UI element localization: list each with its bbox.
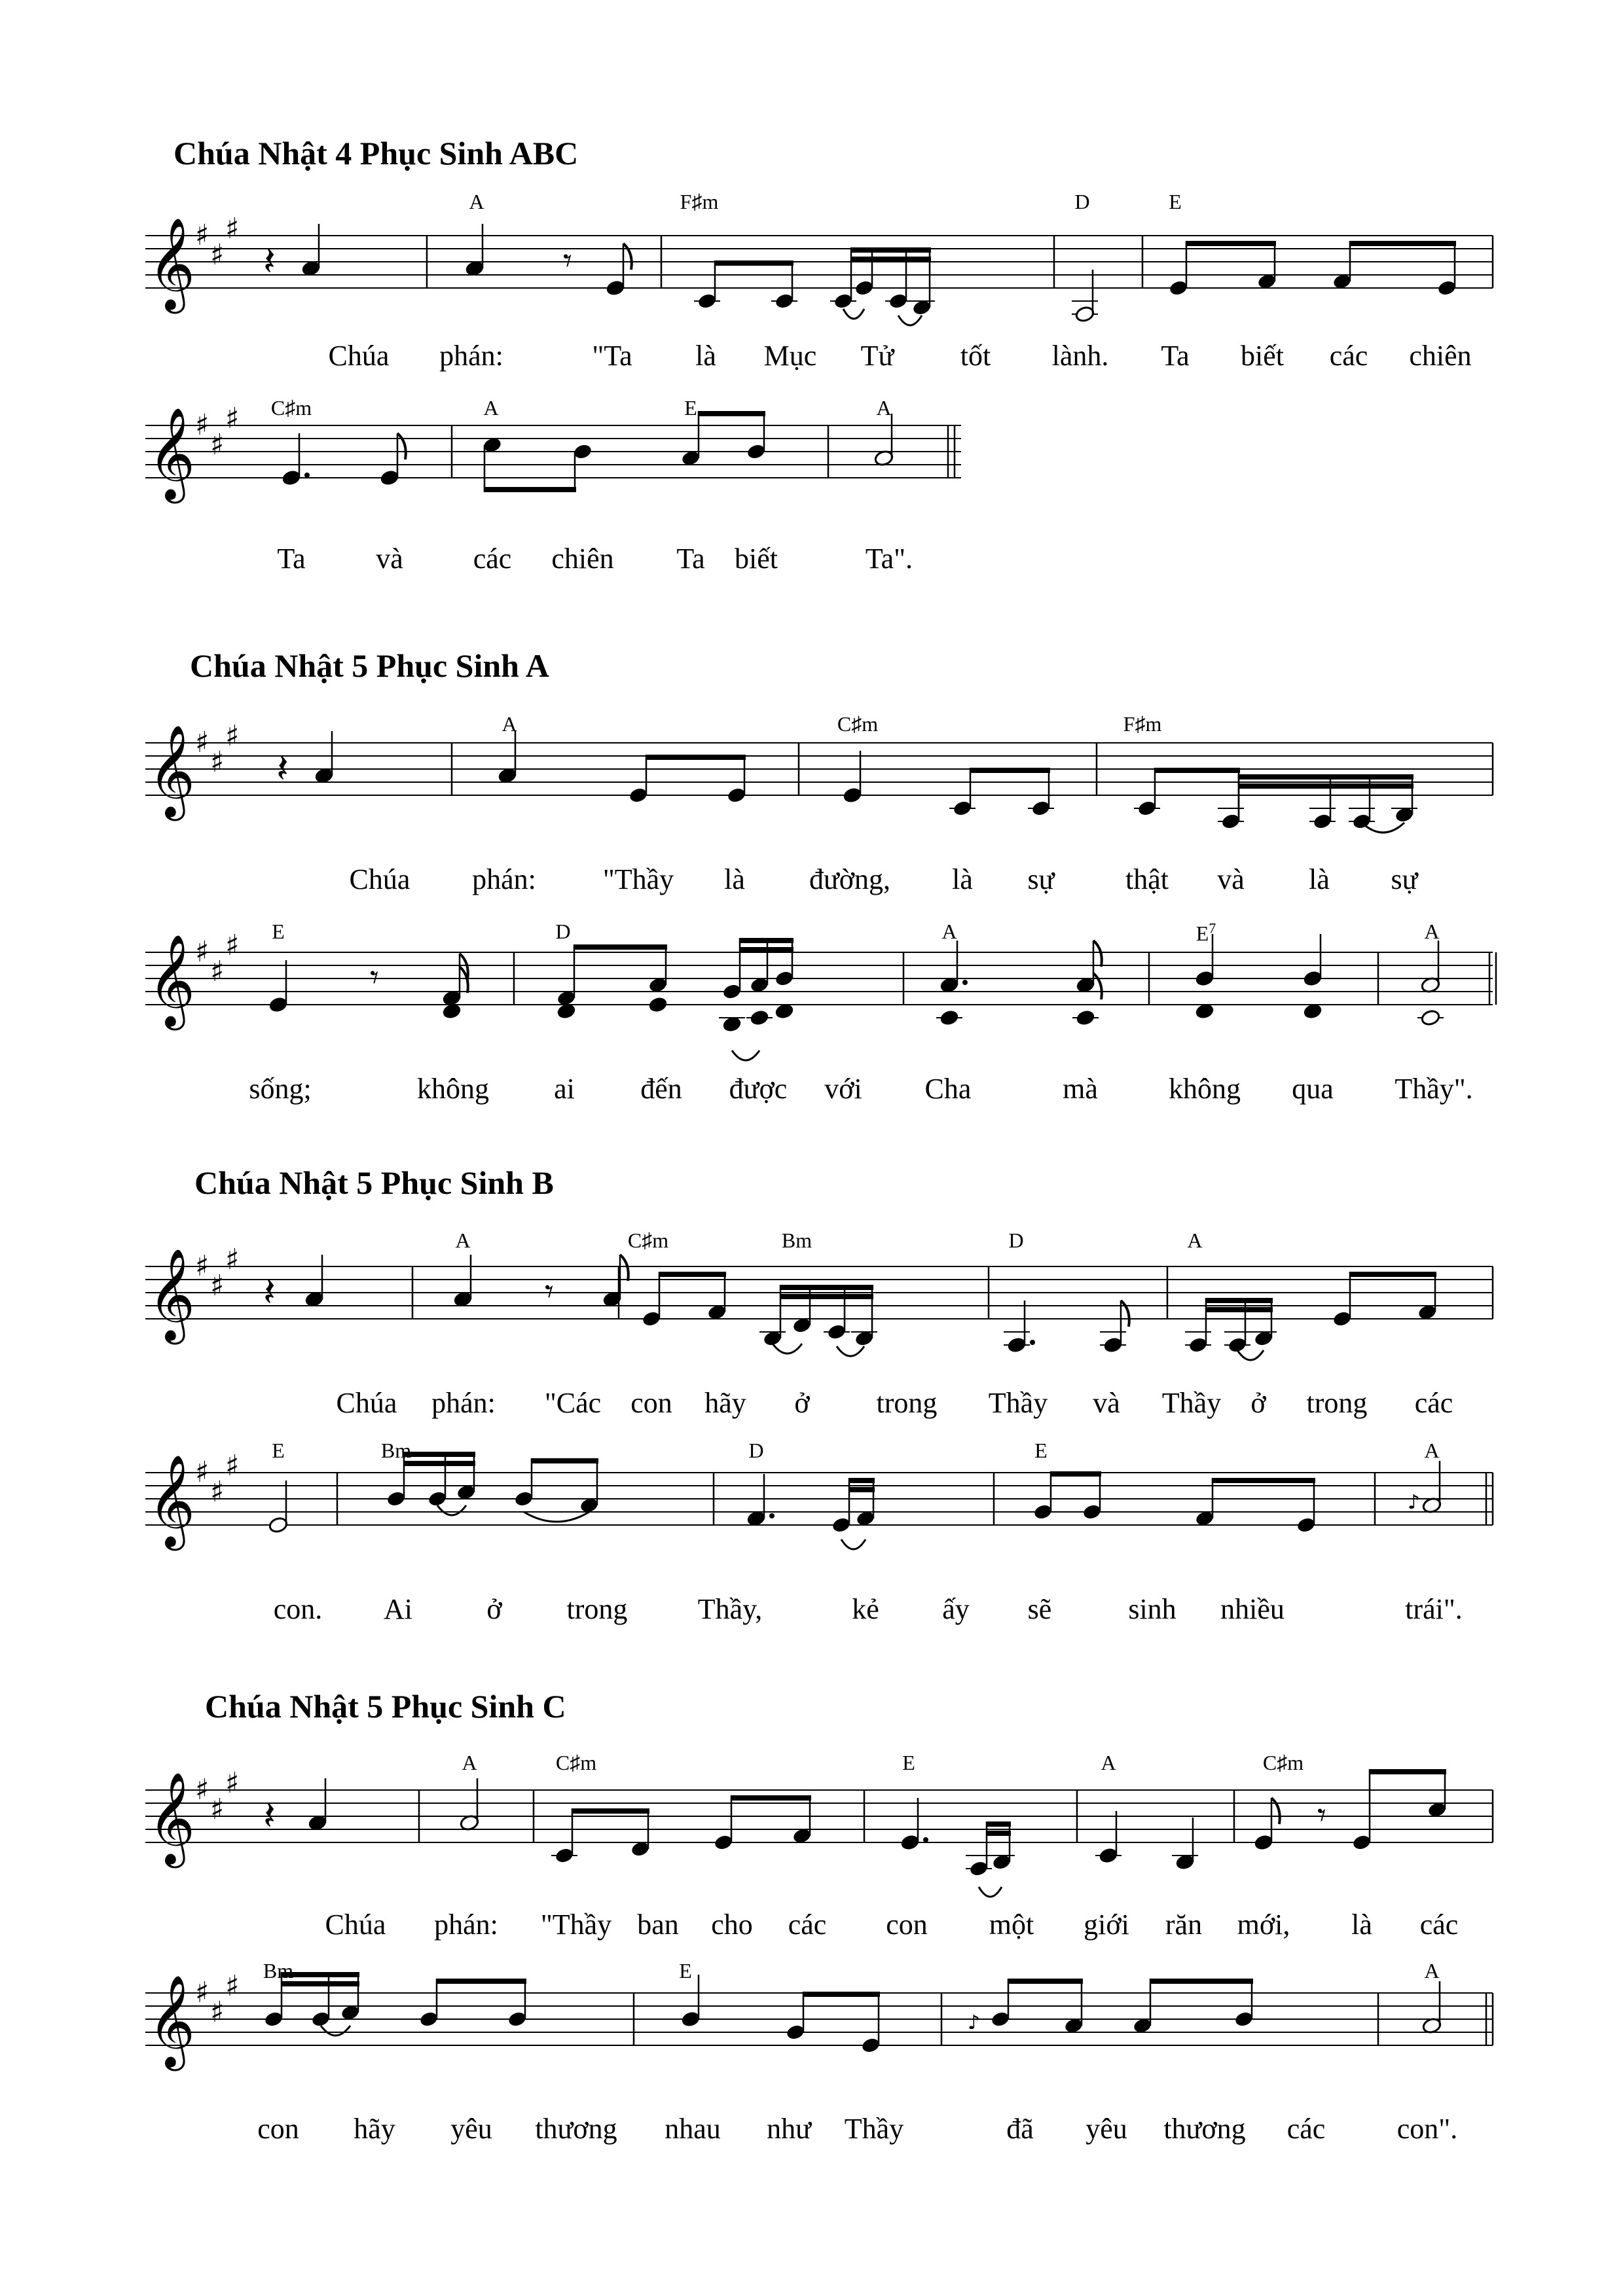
chord-symbol: A [455, 1229, 471, 1252]
lyric-syllable: nhiều [1220, 1593, 1285, 1625]
treble-clef: 𝄞 [148, 933, 196, 1026]
grace-note: ♪ [1408, 1491, 1421, 1514]
lyric-syllable: ở [794, 1387, 810, 1419]
lyric-syllable: các [473, 543, 512, 575]
lyric-syllable: là [695, 340, 716, 372]
lyric-syllable: Tử [860, 340, 894, 372]
grace-note: ♪ [968, 2011, 981, 2034]
lyric-syllable: cho [711, 1909, 753, 1941]
beam [970, 768, 1050, 773]
sharp-accidental: ♯ [195, 219, 210, 252]
note-head [1076, 1009, 1096, 1027]
lyric-syllable: Ta [277, 543, 306, 575]
slur [321, 2026, 350, 2036]
augmentation-dot [304, 473, 310, 478]
lyric-syllable: không [1169, 1073, 1241, 1105]
sharp-accidental: ♯ [210, 955, 225, 988]
beam [646, 755, 746, 760]
chord-symbol: C♯m [1262, 1751, 1304, 1774]
lyric-syllable: con". [1396, 2113, 1458, 2145]
chord-symbol: E [1034, 1439, 1048, 1462]
piece-title: Chúa Nhật 4 Phục Sinh ABC [173, 135, 579, 171]
chord-symbol: Bm [263, 1959, 294, 1982]
lyric-syllable: con [886, 1909, 928, 1941]
lyric-syllable: trong [1306, 1387, 1368, 1419]
beam [532, 1458, 598, 1463]
sharp-accidental: ♯ [210, 1996, 225, 2029]
chord-symbol: A [1424, 920, 1440, 943]
lyric-syllable: trong [566, 1593, 628, 1625]
chord-symbol: A [462, 1751, 477, 1774]
chord-symbol: Bm [380, 1439, 412, 1462]
chord-symbol: D [1074, 190, 1090, 213]
slur [773, 1344, 802, 1354]
note-flag [1093, 941, 1102, 967]
note-head [648, 996, 668, 1014]
lyric-syllable: là [1309, 863, 1330, 895]
beam [1206, 1307, 1273, 1312]
chord-symbol: D [748, 1439, 764, 1462]
chord-symbol: F♯m [1123, 712, 1162, 736]
beam [740, 947, 793, 952]
lyric-syllable: một [989, 1909, 1034, 1941]
sharp-accidental: ♯ [195, 408, 210, 442]
chord-symbol: A [1424, 1959, 1440, 1982]
lyric-syllable: Ta [1161, 340, 1190, 372]
lyric-syllable: đến [640, 1073, 682, 1105]
lyric-syllable: Ta". [865, 543, 913, 575]
lyric-syllable: Cha [924, 1073, 972, 1105]
augmentation-dot [1030, 1340, 1035, 1345]
chord-symbol: D [1008, 1229, 1024, 1252]
note-flag [1271, 1798, 1280, 1824]
lyric-syllable: không [417, 1073, 489, 1105]
lyric-syllable: Chúa [349, 863, 410, 895]
lyric-syllable: và [376, 543, 403, 575]
sharp-accidental: ♯ [195, 1456, 210, 1489]
treble-clef: 𝄞 [148, 1247, 196, 1340]
sharp-accidental: ♯ [195, 1249, 210, 1283]
lyric-syllable: "Thầy [540, 1909, 612, 1941]
lyric-syllable: Ta [676, 543, 705, 575]
beam [484, 487, 576, 492]
lyric-syllable: tốt [960, 340, 991, 372]
lyric-syllable: các [1286, 2113, 1326, 2145]
slur [732, 1050, 759, 1060]
sharp-accidental: ♯ [225, 1969, 240, 2003]
beam [851, 247, 931, 253]
lyric-syllable: yêu [450, 2113, 492, 2145]
lyric-syllable: ấy [942, 1593, 970, 1625]
lyric-syllable: ban [637, 1909, 679, 1941]
lyric-syllable: sự [1391, 863, 1418, 895]
chord-symbol: E [684, 396, 697, 420]
piece-title: Chúa Nhật 5 Phục Sinh B [194, 1164, 554, 1201]
chord-symbol: A [483, 396, 499, 420]
lyric-syllable: nhau [665, 2113, 721, 2145]
lyric-syllable: con [257, 2113, 299, 2145]
sharp-accidental: ♯ [210, 745, 225, 779]
lyric-syllable: sự [1027, 863, 1055, 895]
treble-clef: 𝄞 [148, 1771, 196, 1864]
beam [987, 1831, 1011, 1836]
chord-symbol: A [501, 712, 517, 736]
beam [1239, 783, 1413, 789]
lyric-syllable: là [952, 863, 973, 895]
note-flag [623, 243, 632, 270]
note-flag [397, 433, 406, 459]
lyric-syllable: Thầy [1161, 1387, 1222, 1419]
chord-symbol: F♯m [680, 190, 719, 213]
lyric-syllable: được [729, 1073, 788, 1105]
quarter-rest: 𝄽 [276, 744, 289, 792]
lyric-syllable: trái". [1405, 1593, 1463, 1625]
eighth-rest: 𝄾 [563, 242, 572, 281]
chord-symbol: E [679, 1959, 692, 1982]
lyric-syllable: Chúa [328, 340, 390, 372]
sharp-accidental: ♯ [225, 212, 240, 245]
lyric-syllable: thật [1125, 863, 1169, 895]
chord-symbol: Bm [781, 1229, 812, 1252]
lyric-syllable: trong [876, 1387, 938, 1419]
beam [659, 1272, 726, 1277]
sharp-accidental: ♯ [210, 1475, 225, 1509]
note-flag [1121, 1300, 1129, 1327]
beam [1213, 1478, 1315, 1483]
lyric-syllable: Thầy". [1395, 1073, 1473, 1105]
lyric-syllable: Thầy [988, 1387, 1048, 1419]
lyric-syllable: phán: [472, 863, 536, 895]
lyric-syllable: phán: [439, 340, 503, 372]
eighth-rest: 𝄾 [1317, 1796, 1326, 1835]
sharp-accidental: ♯ [210, 238, 225, 272]
lyric-syllable: kẻ [852, 1593, 879, 1625]
note-head [939, 1009, 960, 1027]
treble-clef: 𝄞 [148, 406, 196, 499]
beam [1370, 1769, 1446, 1774]
lyric-syllable: chiên [551, 543, 614, 575]
lyric-syllable: chiên [1409, 340, 1472, 372]
lyric-syllable: các [1419, 1909, 1459, 1941]
slur [979, 1887, 1002, 1897]
augmentation-dot [962, 980, 968, 985]
lyric-syllable: là [724, 863, 745, 895]
beam [740, 938, 793, 943]
chord-symbol: A [469, 190, 484, 213]
slur [437, 1505, 466, 1515]
note-head [1421, 1009, 1441, 1027]
chord-symbol: E [272, 920, 285, 943]
sharp-accidental: ♯ [195, 1976, 210, 2009]
lyric-syllable: phán: [431, 1387, 496, 1419]
sharp-accidental: ♯ [195, 935, 210, 969]
slur [898, 315, 922, 325]
sharp-accidental: ♯ [225, 402, 240, 435]
beam [404, 1452, 475, 1457]
lyric-syllable: Chúa [336, 1387, 397, 1419]
lyric-syllable: như [767, 2113, 811, 2145]
beam [987, 1821, 1011, 1827]
beam [780, 1294, 873, 1299]
lyric-syllable: ở [1250, 1387, 1266, 1419]
beam [849, 1478, 875, 1483]
chord-symbol: C♯m [555, 1751, 597, 1774]
chord-symbol: A [941, 920, 957, 943]
lyric-syllable: sinh [1128, 1593, 1176, 1625]
chord-symbol: E [1169, 190, 1182, 213]
sharp-accidental: ♯ [225, 1243, 240, 1276]
lyric-syllable: Thầy [844, 2113, 904, 2145]
beam [715, 260, 793, 266]
chord-e7: $E^7$ [1195, 920, 1216, 945]
lyric-syllable: giới [1084, 1909, 1129, 1941]
treble-clef: 𝄞 [148, 217, 196, 310]
chord-symbol: A [1187, 1229, 1203, 1252]
lyric-syllable: răn [1165, 1909, 1203, 1941]
eighth-rest: 𝄾 [370, 958, 379, 997]
beam [1150, 1979, 1253, 1984]
augmentation-dot [769, 1513, 775, 1518]
sharp-accidental: ♯ [225, 1767, 240, 1800]
chord-symbol: A [1424, 1439, 1440, 1462]
lyric-syllable: là [1351, 1909, 1372, 1941]
lyric-syllable: "Các [544, 1387, 602, 1419]
lyric-syllable: yêu [1085, 2113, 1127, 2145]
beam [1350, 241, 1456, 246]
beam [1008, 1979, 1083, 1984]
beam [1155, 768, 1240, 773]
lyric-syllable: sống; [249, 1073, 312, 1105]
lyric-syllable: và [1217, 863, 1245, 895]
eighth-rest: 𝄾 [545, 1272, 554, 1312]
note-flag [620, 1255, 629, 1281]
quarter-rest: 𝄽 [263, 1268, 276, 1316]
lyric-syllable: lành. [1051, 340, 1109, 372]
beam [1239, 774, 1413, 780]
treble-clef: 𝄞 [148, 724, 196, 817]
note-head [750, 1009, 770, 1027]
lyric-syllable: con. [273, 1593, 323, 1625]
sharp-accidental: ♯ [210, 1793, 225, 1826]
lyric-syllable: các [788, 1909, 827, 1941]
slur [524, 1512, 589, 1522]
lyric-syllable: qua [1292, 1073, 1334, 1105]
lyric-syllable: Chúa [325, 1909, 386, 1941]
lyric-syllable: các [1414, 1387, 1453, 1419]
treble-clef: 𝄞 [148, 1974, 196, 2067]
slur [837, 1346, 864, 1356]
sharp-accidental: ♯ [225, 929, 240, 962]
sharp-accidental: ♯ [210, 1269, 225, 1302]
slur [841, 1539, 866, 1549]
chord-symbol: C♯m [837, 712, 879, 736]
slur [843, 309, 864, 319]
quarter-rest: 𝄽 [263, 1791, 276, 1839]
beam [574, 944, 667, 950]
piece-title: Chúa Nhật 5 Phục Sinh C [205, 1688, 566, 1725]
augmentation-dot [923, 1837, 928, 1842]
chord-symbol [1196, 920, 1216, 946]
slur [1237, 1350, 1264, 1360]
beam [699, 411, 765, 416]
piece-title: Chúa Nhật 5 Phục Sinh A [190, 647, 549, 684]
beam [851, 257, 931, 262]
chord-symbol: A [876, 396, 892, 420]
beam [731, 1795, 811, 1801]
beam [780, 1285, 873, 1290]
beam [437, 1979, 526, 1984]
lyric-syllable: biết [1241, 340, 1284, 372]
lyric-syllable: hãy [704, 1387, 746, 1419]
lyric-syllable: ai [554, 1073, 575, 1105]
beam [1051, 1471, 1101, 1477]
beam [803, 1992, 880, 1997]
lyric-syllable: mà [1063, 1073, 1098, 1105]
lyric-syllable: thương [1163, 2113, 1246, 2145]
chord-symbol: E [272, 1439, 285, 1462]
lyric-syllable: "Ta [592, 340, 632, 372]
sharp-accidental: ♯ [195, 726, 210, 759]
lyric-syllable: thương [535, 2113, 617, 2145]
chord-symbol: E [902, 1751, 915, 1774]
lyric-syllable: các [1329, 340, 1368, 372]
lyric-syllable: mới, [1237, 1909, 1290, 1941]
lyric-syllable: Mục [763, 340, 817, 372]
treble-clef: 𝄞 [148, 1454, 196, 1547]
beam [1206, 1298, 1273, 1303]
sharp-accidental: ♯ [210, 428, 225, 461]
lyric-syllable: phán: [434, 1909, 498, 1941]
chord-symbol: A [1101, 1751, 1116, 1774]
sharp-accidental: ♯ [225, 719, 240, 753]
beam [1186, 241, 1276, 246]
chord-symbol: C♯m [270, 396, 312, 420]
sharp-accidental: ♯ [225, 1449, 240, 1482]
lyric-syllable: sẽ [1027, 1593, 1052, 1625]
lyric-syllable: ở [486, 1593, 502, 1625]
beam [849, 1487, 875, 1492]
chord-symbol: C♯m [627, 1229, 669, 1252]
lyric-syllable: Thầy, [697, 1593, 763, 1625]
lyric-syllable: biết [735, 543, 778, 575]
lyric-syllable: với [824, 1073, 862, 1105]
lyric-syllable: "Thầy [602, 863, 674, 895]
lyric-syllable: đã [1006, 2113, 1034, 2145]
lyric-syllable: và [1093, 1387, 1120, 1419]
beam [572, 1808, 649, 1814]
sharp-accidental: ♯ [195, 1773, 210, 1806]
beam [1350, 1272, 1436, 1277]
chord-symbol: D [555, 920, 571, 943]
lyric-syllable: đường, [809, 863, 891, 895]
quarter-rest: 𝄽 [263, 237, 276, 285]
beam [404, 1461, 475, 1466]
lyric-syllable: hãy [354, 2113, 395, 2145]
lyric-syllable: con [630, 1387, 672, 1419]
note-flag [1093, 973, 1102, 999]
lyric-syllable: Ai [384, 1593, 412, 1625]
